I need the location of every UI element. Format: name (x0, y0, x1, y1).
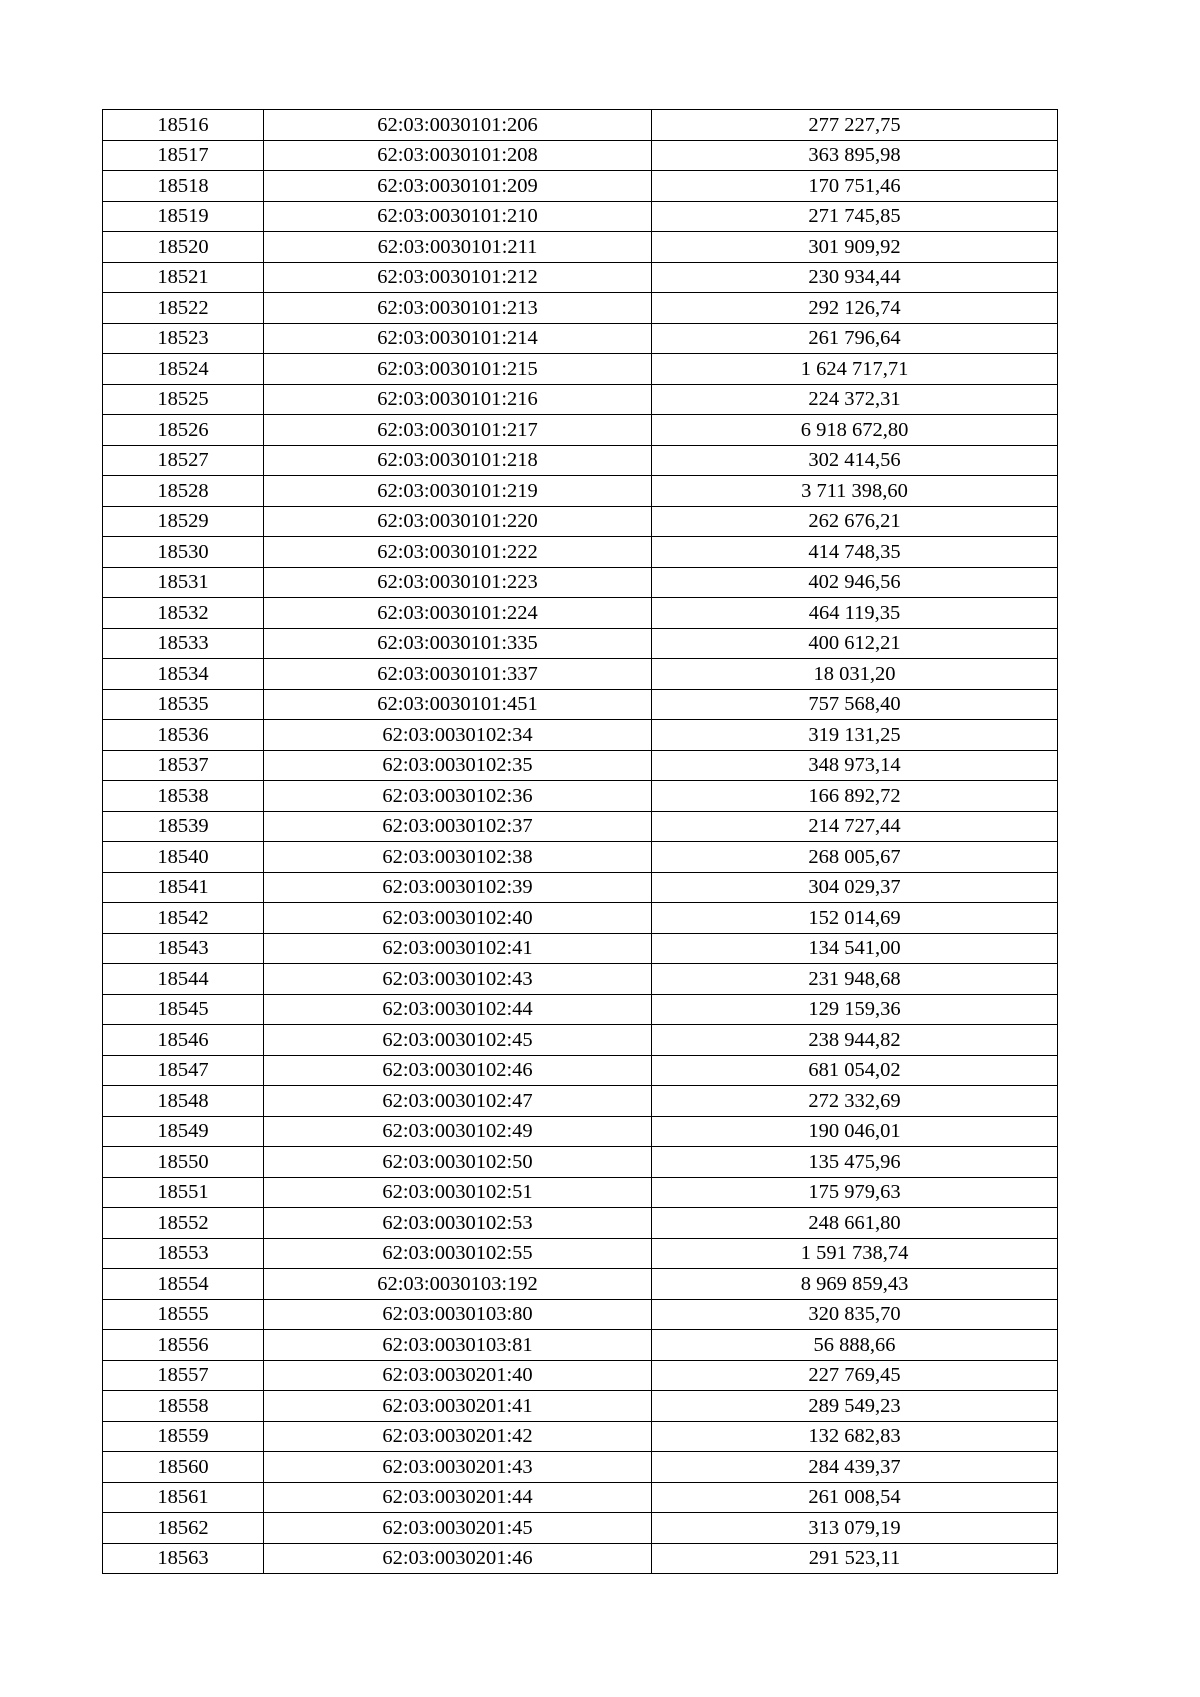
row-number-cell: 18553 (103, 1238, 264, 1269)
table-row (103, 1299, 1058, 1330)
table-row (103, 567, 1058, 598)
row-number-cell: 18534 (103, 659, 264, 690)
table-row (103, 933, 1058, 964)
table-row (103, 476, 1058, 507)
row-number-cell: 18562 (103, 1513, 264, 1544)
cadastral-number-cell: 62:03:0030101:215 (264, 354, 652, 385)
cadastral-number-cell: 62:03:0030102:55 (264, 1238, 652, 1269)
cadastral-number-cell: 62:03:0030201:46 (264, 1543, 652, 1574)
cadastral-number-cell: 62:03:0030102:49 (264, 1116, 652, 1147)
cadastral-value-cell: 166 892,72 (652, 781, 1058, 812)
cadastral-number-cell: 62:03:0030201:45 (264, 1513, 652, 1544)
cadastral-number-cell: 62:03:0030103:192 (264, 1269, 652, 1300)
cadastral-number-cell: 62:03:0030103:80 (264, 1299, 652, 1330)
cadastral-number-cell: 62:03:0030102:44 (264, 994, 652, 1025)
cadastral-number-cell: 62:03:0030102:41 (264, 933, 652, 964)
table-row (103, 293, 1058, 324)
cadastral-value-cell: 8 969 859,43 (652, 1269, 1058, 1300)
table-row (103, 1421, 1058, 1452)
cadastral-value-cell: 227 769,45 (652, 1360, 1058, 1391)
row-number-cell: 18527 (103, 445, 264, 476)
cadastral-value-cell: 284 439,37 (652, 1452, 1058, 1483)
cadastral-number-cell: 62:03:0030102:40 (264, 903, 652, 934)
table-row (103, 689, 1058, 720)
cadastral-value-cell: 18 031,20 (652, 659, 1058, 690)
cadastral-value-cell: 170 751,46 (652, 171, 1058, 202)
row-number-cell: 18544 (103, 964, 264, 995)
row-number-cell: 18557 (103, 1360, 264, 1391)
cadastral-value-cell: 129 159,36 (652, 994, 1058, 1025)
table-row (103, 537, 1058, 568)
table-row (103, 1391, 1058, 1422)
table-row (103, 1452, 1058, 1483)
cadastral-number-cell: 62:03:0030102:37 (264, 811, 652, 842)
row-number-cell: 18520 (103, 232, 264, 263)
cadastral-value-cell: 400 612,21 (652, 628, 1058, 659)
row-number-cell: 18547 (103, 1055, 264, 1086)
row-number-cell: 18519 (103, 201, 264, 232)
cadastral-number-cell: 62:03:0030102:53 (264, 1208, 652, 1239)
cadastral-value-cell: 268 005,67 (652, 842, 1058, 873)
table-row (103, 1116, 1058, 1147)
row-number-cell: 18518 (103, 171, 264, 202)
cadastral-value-cell: 132 682,83 (652, 1421, 1058, 1452)
cadastral-number-cell: 62:03:0030101:210 (264, 201, 652, 232)
row-number-cell: 18532 (103, 598, 264, 629)
table-row (103, 720, 1058, 751)
cadastral-number-cell: 62:03:0030103:81 (264, 1330, 652, 1361)
cadastral-value-cell: 175 979,63 (652, 1177, 1058, 1208)
row-number-cell: 18552 (103, 1208, 264, 1239)
cadastral-number-cell: 62:03:0030101:208 (264, 140, 652, 171)
row-number-cell: 18542 (103, 903, 264, 934)
table-body (103, 110, 1058, 1574)
table-row (103, 811, 1058, 842)
cadastral-value-cell: 190 046,01 (652, 1116, 1058, 1147)
row-number-cell: 18524 (103, 354, 264, 385)
cadastral-value-cell: 134 541,00 (652, 933, 1058, 964)
table-row (103, 964, 1058, 995)
table-row (103, 1086, 1058, 1117)
row-number-cell: 18559 (103, 1421, 264, 1452)
table-row (103, 232, 1058, 263)
cadastral-value-cell: 261 796,64 (652, 323, 1058, 354)
row-number-cell: 18522 (103, 293, 264, 324)
table-row (103, 1055, 1058, 1086)
table-row (103, 201, 1058, 232)
cadastral-value-cell: 319 131,25 (652, 720, 1058, 751)
table-row (103, 872, 1058, 903)
cadastral-number-cell: 62:03:0030201:44 (264, 1482, 652, 1513)
row-number-cell: 18546 (103, 1025, 264, 1056)
row-number-cell: 18563 (103, 1543, 264, 1574)
table-row (103, 842, 1058, 873)
cadastral-number-cell: 62:03:0030101:216 (264, 384, 652, 415)
row-number-cell: 18537 (103, 750, 264, 781)
cadastral-number-cell: 62:03:0030102:50 (264, 1147, 652, 1178)
cadastral-value-cell: 135 475,96 (652, 1147, 1058, 1178)
cadastral-number-cell: 62:03:0030102:46 (264, 1055, 652, 1086)
cadastral-number-cell: 62:03:0030101:219 (264, 476, 652, 507)
row-number-cell: 18533 (103, 628, 264, 659)
table-row (103, 994, 1058, 1025)
cadastral-number-cell: 62:03:0030102:36 (264, 781, 652, 812)
cadastral-number-cell: 62:03:0030101:337 (264, 659, 652, 690)
row-number-cell: 18516 (103, 110, 264, 141)
cadastral-number-cell: 62:03:0030201:41 (264, 1391, 652, 1422)
table-row (103, 903, 1058, 934)
cadastral-number-cell: 62:03:0030102:47 (264, 1086, 652, 1117)
table-row (103, 1360, 1058, 1391)
row-number-cell: 18531 (103, 567, 264, 598)
table-row (103, 415, 1058, 446)
cadastral-number-cell: 62:03:0030101:223 (264, 567, 652, 598)
cadastral-value-cell: 261 008,54 (652, 1482, 1058, 1513)
table-row (103, 1177, 1058, 1208)
table-row (103, 781, 1058, 812)
row-number-cell: 18541 (103, 872, 264, 903)
table-row (103, 598, 1058, 629)
row-number-cell: 18538 (103, 781, 264, 812)
table-row (103, 506, 1058, 537)
table-row (103, 140, 1058, 171)
row-number-cell: 18521 (103, 262, 264, 293)
row-number-cell: 18517 (103, 140, 264, 171)
row-number-cell: 18528 (103, 476, 264, 507)
cadastral-number-cell: 62:03:0030102:35 (264, 750, 652, 781)
cadastral-number-cell: 62:03:0030101:206 (264, 110, 652, 141)
cadastral-number-cell: 62:03:0030201:40 (264, 1360, 652, 1391)
table-row (103, 171, 1058, 202)
cadastral-number-cell: 62:03:0030101:335 (264, 628, 652, 659)
table-row (103, 628, 1058, 659)
row-number-cell: 18560 (103, 1452, 264, 1483)
row-number-cell: 18551 (103, 1177, 264, 1208)
table-row (103, 1208, 1058, 1239)
cadastral-value-cell: 1 624 717,71 (652, 354, 1058, 385)
cadastral-value-cell: 238 944,82 (652, 1025, 1058, 1056)
cadastral-value-table (102, 109, 1058, 1574)
cadastral-value-cell: 757 568,40 (652, 689, 1058, 720)
cadastral-value-cell: 248 661,80 (652, 1208, 1058, 1239)
row-number-cell: 18543 (103, 933, 264, 964)
row-number-cell: 18536 (103, 720, 264, 751)
cadastral-value-cell: 292 126,74 (652, 293, 1058, 324)
table-row (103, 1543, 1058, 1574)
cadastral-value-cell: 301 909,92 (652, 232, 1058, 263)
cadastral-number-cell: 62:03:0030101:224 (264, 598, 652, 629)
row-number-cell: 18548 (103, 1086, 264, 1117)
cadastral-value-cell: 230 934,44 (652, 262, 1058, 293)
cadastral-number-cell: 62:03:0030102:38 (264, 842, 652, 873)
cadastral-value-cell: 272 332,69 (652, 1086, 1058, 1117)
cadastral-value-cell: 224 372,31 (652, 384, 1058, 415)
cadastral-value-cell: 363 895,98 (652, 140, 1058, 171)
table-row (103, 445, 1058, 476)
table-row (103, 1269, 1058, 1300)
cadastral-number-cell: 62:03:0030102:43 (264, 964, 652, 995)
table-row (103, 1482, 1058, 1513)
row-number-cell: 18530 (103, 537, 264, 568)
cadastral-value-cell: 262 676,21 (652, 506, 1058, 537)
cadastral-number-cell: 62:03:0030101:214 (264, 323, 652, 354)
cadastral-value-cell: 414 748,35 (652, 537, 1058, 568)
cadastral-value-cell: 277 227,75 (652, 110, 1058, 141)
table-row (103, 1147, 1058, 1178)
cadastral-value-cell: 291 523,11 (652, 1543, 1058, 1574)
table-row (103, 262, 1058, 293)
cadastral-value-cell: 6 918 672,80 (652, 415, 1058, 446)
cadastral-value-cell: 304 029,37 (652, 872, 1058, 903)
row-number-cell: 18554 (103, 1269, 264, 1300)
cadastral-value-cell: 348 973,14 (652, 750, 1058, 781)
table-row (103, 110, 1058, 141)
row-number-cell: 18561 (103, 1482, 264, 1513)
cadastral-value-cell: 289 549,23 (652, 1391, 1058, 1422)
table-row (103, 1025, 1058, 1056)
cadastral-value-cell: 56 888,66 (652, 1330, 1058, 1361)
cadastral-number-cell: 62:03:0030101:218 (264, 445, 652, 476)
row-number-cell: 18550 (103, 1147, 264, 1178)
table-row (103, 384, 1058, 415)
cadastral-number-cell: 62:03:0030101:212 (264, 262, 652, 293)
row-number-cell: 18523 (103, 323, 264, 354)
table-row (103, 354, 1058, 385)
cadastral-value-cell: 313 079,19 (652, 1513, 1058, 1544)
table-row (103, 1513, 1058, 1544)
cadastral-value-cell: 152 014,69 (652, 903, 1058, 934)
cadastral-number-cell: 62:03:0030101:451 (264, 689, 652, 720)
cadastral-value-cell: 464 119,35 (652, 598, 1058, 629)
cadastral-value-cell: 302 414,56 (652, 445, 1058, 476)
cadastral-value-cell: 320 835,70 (652, 1299, 1058, 1330)
table-row (103, 323, 1058, 354)
table-row (103, 1238, 1058, 1269)
row-number-cell: 18545 (103, 994, 264, 1025)
cadastral-value-cell: 402 946,56 (652, 567, 1058, 598)
cadastral-number-cell: 62:03:0030201:43 (264, 1452, 652, 1483)
cadastral-value-cell: 271 745,85 (652, 201, 1058, 232)
row-number-cell: 18529 (103, 506, 264, 537)
cadastral-number-cell: 62:03:0030102:45 (264, 1025, 652, 1056)
cadastral-number-cell: 62:03:0030102:34 (264, 720, 652, 751)
cadastral-number-cell: 62:03:0030101:211 (264, 232, 652, 263)
cadastral-value-cell: 681 054,02 (652, 1055, 1058, 1086)
cadastral-value-cell: 3 711 398,60 (652, 476, 1058, 507)
cadastral-number-cell: 62:03:0030101:222 (264, 537, 652, 568)
cadastral-number-cell: 62:03:0030101:213 (264, 293, 652, 324)
table-row (103, 659, 1058, 690)
cadastral-number-cell: 62:03:0030101:220 (264, 506, 652, 537)
row-number-cell: 18540 (103, 842, 264, 873)
row-number-cell: 18558 (103, 1391, 264, 1422)
row-number-cell: 18525 (103, 384, 264, 415)
cadastral-number-cell: 62:03:0030102:39 (264, 872, 652, 903)
cadastral-number-cell: 62:03:0030201:42 (264, 1421, 652, 1452)
row-number-cell: 18555 (103, 1299, 264, 1330)
cadastral-number-cell: 62:03:0030102:51 (264, 1177, 652, 1208)
row-number-cell: 18556 (103, 1330, 264, 1361)
row-number-cell: 18549 (103, 1116, 264, 1147)
table-row (103, 1330, 1058, 1361)
cadastral-value-cell: 1 591 738,74 (652, 1238, 1058, 1269)
row-number-cell: 18535 (103, 689, 264, 720)
cadastral-value-cell: 214 727,44 (652, 811, 1058, 842)
table-row (103, 750, 1058, 781)
row-number-cell: 18539 (103, 811, 264, 842)
cadastral-number-cell: 62:03:0030101:209 (264, 171, 652, 202)
cadastral-number-cell: 62:03:0030101:217 (264, 415, 652, 446)
cadastral-value-cell: 231 948,68 (652, 964, 1058, 995)
row-number-cell: 18526 (103, 415, 264, 446)
